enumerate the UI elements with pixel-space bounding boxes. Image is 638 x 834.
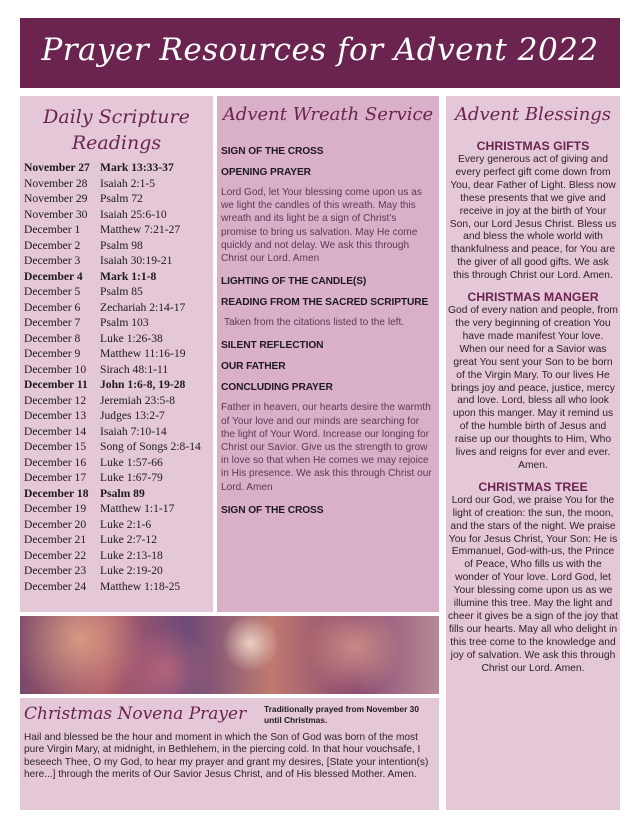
wreath-heading: Advent Wreath Service [222,104,434,125]
reading-date: December 20 [24,517,87,531]
section-heading: SILENT REFLECTION [221,340,324,352]
reading-row [24,517,213,533]
reading-row [24,238,213,254]
reading-row [24,408,213,424]
reading-row [24,362,213,378]
reading-date: December 14 [24,424,87,438]
section-heading: READING FROM THE SACRED SCRIPTURE [221,297,429,309]
section-heading: SIGN OF THE CROSS [221,146,324,157]
novena-text: Hail and blessed be the hour and moment in which the Son of God was born of the most pure Virgin Mary, at midnight, in Bethlehem, in the piercing cold. In that hour vouchsafe, I beseech Thee, O my God, to hear my prayer and grant my desires, [State your intention(s) here...] through the merits of Our Savior Jesus Christ, and of His blessed Mother. Amen. [24,732,429,781]
section-heading: LIGHTING OF THE CANDLE(S) [221,276,367,288]
reading-citation: Judges 13:2-7 [100,409,165,422]
reading-citation: Luke 1:57-66 [100,455,163,469]
reading-date: December 8 [24,331,81,345]
reading-date: December 1 [24,223,81,236]
reading-citation: Luke 1:67-79 [100,471,163,484]
section-heading: SIGN OF THE CROSS [221,504,324,516]
reading-row [24,160,213,176]
reading-row [24,424,213,440]
reading-date: December 21 [24,533,87,546]
blessing-heading: CHRISTMAS TREE [478,479,588,494]
reading-citation: Luke 2:7-12 [100,533,157,546]
reading-citation: Matthew 11:16-19 [100,347,186,360]
reading-citation: Matthew 7:21-27 [100,223,181,236]
reading-date: November 30 [24,207,88,221]
reading-row [24,455,213,471]
title-banner [20,18,620,88]
novena-note: Traditionally prayed from November 30 until Christmas. [264,704,419,725]
wreath-service-body [221,144,435,524]
reading-row [24,548,213,564]
reading-row [24,532,213,548]
reading-citation: Isaiah 2:1-5 [100,176,156,190]
reading-date: December 17 [24,471,87,484]
reading-date: December 24 [24,579,87,593]
reading-citation: Isaiah 25:6-10 [100,207,167,221]
reading-row [24,470,213,486]
novena-heading: Christmas Novena Prayer [24,704,247,724]
reading-date: December 12 [24,393,87,407]
blessing-text: Every generous act of giving and every perfect gift come down from You, dear Father of Light. Bless now these presents that we give and receive in joy at the birth of Your Son, our Lord Jesus Christ. Bless us and bless the whole world with thankfulness and peace, for You are the giver of all good gifts. We ask this through Christ our Lord. Amen. [449,154,617,282]
reading-citation: Psalm 98 [100,238,143,252]
reading-date: December 11 [24,378,88,391]
reading-date: December 7 [24,316,81,329]
reading-row [24,191,213,207]
reading-date: December 16 [24,455,87,469]
reading-row [24,176,213,192]
reading-date: December 15 [24,440,87,453]
reading-citation: Jeremiah 23:5-8 [100,393,176,407]
reading-row [24,439,213,455]
reading-date: December 13 [24,409,87,422]
reading-date: December 2 [24,238,81,252]
reading-row [24,300,213,316]
reading-row [24,253,213,269]
blessing-heading: CHRISTMAS MANGER [467,290,599,305]
scripture-readings-panel [20,96,213,612]
prayer-text: Father in heaven, our hearts desire the warmth of Your love and our minds are searching for the light of Your Word. Increase our longing for Christ our Savior. Give us the strength to grow in love so that when He comes we may rejoice in His presence. We ask this through Christ our Lord. Amen [221,402,432,493]
section-heading: OPENING PRAYER [221,167,311,178]
reading-citation: Luke 1:26-38 [100,331,163,345]
page-title: Prayer Resources for Advent 2022 [41,32,599,68]
reading-citation: Psalm 85 [100,285,143,298]
reading-citation: Matthew 1:1-17 [100,502,175,515]
blessing-heading: CHRISTMAS GIFTS [476,139,590,153]
reading-row [24,377,213,393]
section-heading: CONCLUDING PRAYER [221,382,333,394]
advent-blessings-panel [446,96,620,810]
instruction-text: Taken from the citations listed to the left. [224,317,405,329]
bokeh-lights-image [20,616,439,694]
reading-citation: Luke 2:13-18 [100,548,163,562]
reading-row [24,346,213,362]
reading-citation: Psalm 89 [100,486,145,500]
reading-citation: Zechariah 2:14-17 [100,300,186,314]
blessings-body [448,134,618,682]
section-heading: OUR FATHER [221,361,286,373]
prayer-text: Lord God, let Your blessing come upon us as we light the candles of this wreath. May this wreath and its light be a sign of Christ’s promise to bring us salvation. May He come quickly and not delay. We ask this through Christ our Lord. Amen [221,187,422,265]
reading-row [24,331,213,347]
reading-row [24,563,213,579]
reading-date: December 19 [24,502,87,515]
advent-wreath-panel [217,96,439,612]
reading-date: December 6 [24,300,81,314]
reading-citation: Isaiah 30:19-21 [100,254,173,267]
novena-panel [20,698,439,810]
reading-row [24,501,213,517]
reading-row [24,315,213,331]
scripture-heading: Daily Scripture Readings [43,106,190,154]
readings-list [24,160,213,594]
reading-date: December 10 [24,362,87,376]
reading-row [24,207,213,223]
reading-citation: Mark 13:33-37 [100,161,174,174]
reading-date: December 9 [24,347,81,360]
reading-date: December 3 [24,254,81,267]
reading-row [24,222,213,238]
reading-citation: Luke 2:1-6 [100,517,152,531]
reading-citation: Matthew 1:18-25 [100,579,181,593]
reading-citation: Psalm 72 [100,192,143,205]
reading-row [24,579,213,595]
reading-citation: Mark 1:1-8 [100,269,157,283]
reading-date: November 28 [24,176,88,190]
reading-citation: Sirach 48:1-11 [100,362,169,376]
reading-date: November 27 [24,161,90,174]
reading-citation: Isaiah 7:10-14 [100,424,167,438]
blessing-text: Lord our God, we praise You for the light of creation: the sun, the moon, and the stars of the night. We praise You for Jesus Christ, Your Son: He is Emmanuel, God-with-us, the Prince of Peace, Who fills us with the wonder of Your love. Lord God, let Your blessing come upon us as we illumine this tree. May the light and cheer it gives be a sign of the joy that fills our hearts. May all who delight in this tree come to the knowledge and joy of salvation. We ask this through Christ our Lord. Amen. [448,494,618,674]
blessing-text: God of every nation and people, from the very beginning of creation You have made manifest Your love. When our need for a Savior was great You sent your Son to be born of the Virgin Mary. To our lives He brings joy and peace, justice, mercy and love. Lord, bless all who look upon this manger. May it remind us of the humble birth of Jesus and raise up our thoughts to Him, Who lives and reigns for ever and ever. Amen. [448,305,619,471]
reading-citation: Luke 2:19-20 [100,564,163,577]
reading-row [24,269,213,285]
reading-date: December 4 [24,269,83,283]
reading-row [24,486,213,502]
reading-date: November 29 [24,192,88,205]
blessings-heading: Advent Blessings [454,104,612,125]
reading-row [24,284,213,300]
reading-date: December 23 [24,564,87,577]
reading-date: December 18 [24,486,89,500]
reading-citation: John 1:6-8, 19-28 [100,378,186,391]
reading-date: December 22 [24,548,87,562]
reading-citation: Song of Songs 2:8-14 [100,440,201,453]
reading-citation: Psalm 103 [100,316,149,329]
reading-row [24,393,213,409]
reading-date: December 5 [24,285,81,298]
